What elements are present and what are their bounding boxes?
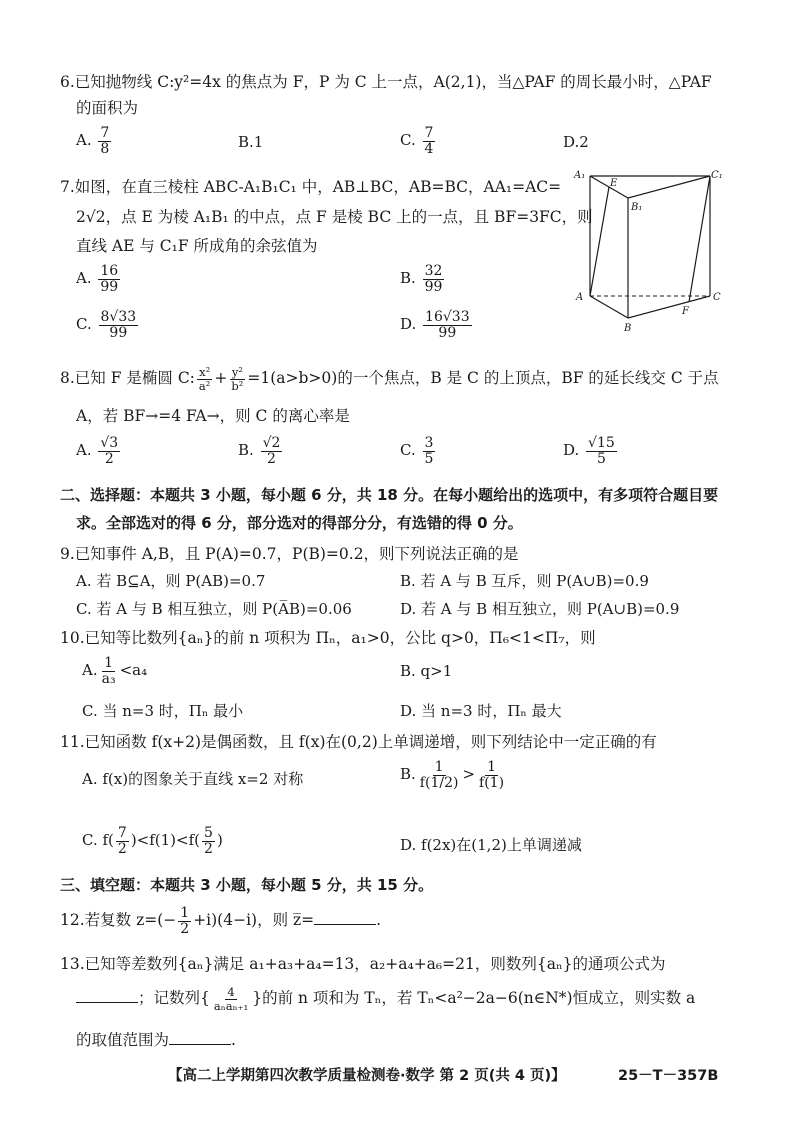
q10-stem: 10.已知等比数列{aₙ}的前 n 项积为 Πₙ，a₁>0，公比 q>0，Π₆<1<Π₇，则 (60, 629, 596, 647)
q6-stem-line2: 的面积为 (76, 99, 139, 117)
label-b1: B₁ (631, 202, 643, 213)
page-footer-code: 25－T－357B (618, 1068, 719, 1084)
q13-stem-line1: 13.已知等差数列{aₙ}满足 a₁+a₃+a₄=13，a₂+a₄+a₆=21，则数列{aₙ}的通项公式为 (60, 955, 666, 973)
label-e: E (610, 178, 618, 189)
edge-ab (590, 296, 628, 318)
q11-option-b[interactable]: B. $\frac{1}{f(1/2)}$ > $\frac{1}{f(1)}$ (400, 759, 505, 791)
q8-stem-line2: A，若 BF→=4 FA→，则 C 的离心率是 (76, 407, 350, 425)
q8-stem-line1: 8.已知 F 是椭圆 C: $\frac{\text{x²}}{\text{a²}}$ + $\frac{\text{y²}}{\text{b²}}$ =1(a>b>0)的一个焦点，B 是 C 的上顶点，BF 的延长线交 C 于点 (60, 365, 719, 393)
label-b: B (624, 323, 632, 334)
q11-option-c[interactable]: C. f( $\frac{7}{2}$ )<f(1)<f( $\frac{5}{2}$ ) (82, 825, 223, 857)
q9-option-c[interactable]: C. 若 A 与 B 相互独立，则 P(A̅B)=0.06 (76, 600, 352, 618)
q12-answer-blank[interactable] (314, 924, 376, 925)
q10-option-d[interactable]: D. 当 n=3 时，Πₙ 最大 (400, 702, 562, 720)
q11-option-d[interactable]: D. f(2x)在(1,2)上单调递减 (400, 836, 582, 854)
edge-b1c1 (628, 176, 710, 198)
q9-option-d[interactable]: D. 若 A 与 B 相互独立，则 P(A∪B)=0.9 (400, 600, 680, 618)
q10-option-b[interactable]: B. q>1 (400, 662, 453, 680)
q10-option-c[interactable]: C. 当 n=3 时，Πₙ 最小 (82, 702, 244, 720)
q6-option-d[interactable]: D.2 (563, 133, 589, 151)
q7-option-b[interactable]: B. $\frac{32}{99}$ (400, 263, 443, 295)
q6-stem-line1: 6.已知抛物线 C:y²=4x 的焦点为 F，P 为 C 上一点，A(2,1)，当△PAF 的周长最小时，△PAF (60, 73, 712, 91)
segment-c1f (689, 176, 710, 302)
q9-stem: 9.已知事件 A,B，且 P(A)=0.7，P(B)=0.2，则下列说法正确的是 (60, 545, 519, 563)
q7-stem-line2: 2√2，点 E 为棱 A₁B₁ 的中点，点 F 是棱 BC 上的一点，且 BF=3FC，则 (76, 208, 593, 226)
q9-option-a[interactable]: A. 若 B⊆A，则 P(AB)=0.7 (76, 572, 266, 590)
q7-stem-line1: 7.如图，在直三棱柱 ABC-A₁B₁C₁ 中，AB⊥BC，AB=BC，AA₁=AC= (60, 178, 562, 196)
q13-stem-line3: 的取值范围为 . (76, 1031, 236, 1049)
q9-option-b[interactable]: B. 若 A 与 B 互斥，则 P(A∪B)=0.9 (400, 572, 649, 590)
edge-bc (628, 296, 710, 318)
page-footer: 【高二上学期第四次教学质量检测卷·数学 第 2 页(共 4 页)】 (168, 1068, 566, 1084)
q7-option-a[interactable]: A. $\frac{16}{99}$ (76, 263, 119, 295)
q8-option-a[interactable]: A. $\frac{√3}{2}$ (76, 435, 119, 467)
q10-option-a[interactable]: A. $\frac{1}{\text{a₃}}$ <a₄ (82, 655, 148, 687)
section2-heading: 二、选择题：本题共 3 小题，每小题 6 分，共 18 分。在每小题给出的选项中，有多项符合题目要 (60, 486, 719, 504)
q13-stem-line2: ；记数列{ $\frac{4}{\text{aₙaₙ₊₁}}$ }的前 n 项和为 Tₙ，若 Tₙ<a²−2a−6(n∈N*)恒成立，则实数 a (76, 986, 695, 1012)
q7-stem-line3: 直线 AE 与 C₁F 所成角的余弦值为 (76, 237, 318, 255)
q6-option-b[interactable]: B.1 (238, 133, 264, 151)
q7-option-d[interactable]: D. $\frac{16√33}{99}$ (400, 309, 470, 341)
q13-answer-blank-1[interactable] (76, 1002, 138, 1003)
q8-option-d[interactable]: D. $\frac{√15}{5}$ (563, 435, 615, 467)
label-c: C (713, 292, 721, 303)
q6-option-a[interactable]: A. $\frac{7}{8}$ (76, 125, 110, 157)
prism-figure (570, 166, 730, 336)
label-f: F (682, 306, 689, 317)
q13-answer-blank-2[interactable] (169, 1044, 231, 1045)
q7-option-c[interactable]: C. $\frac{8√33}{99}$ (76, 309, 137, 341)
section3-heading: 三、填空题：本题共 3 小题，每小题 5 分，共 15 分。 (60, 876, 434, 894)
label-a: A (576, 292, 584, 303)
label-a1: A₁ (574, 170, 586, 181)
q11-stem: 11.已知函数 f(x+2)是偶函数，且 f(x)在(0,2)上单调递增，则下列结论中一定正确的有 (60, 733, 657, 751)
q8-option-c[interactable]: C. $\frac{3}{5}$ (400, 435, 434, 467)
q11-option-a[interactable]: A. f(x)的图象关于直线 x=2 对称 (82, 770, 304, 788)
segment-ae (590, 187, 609, 296)
section2-heading-line2: 求。全部选对的得 6 分，部分选对的得部分分，有选错的得 0 分。 (76, 514, 523, 532)
q8-option-b[interactable]: B. $\frac{√2}{2}$ (238, 435, 281, 467)
label-c1: C₁ (711, 170, 723, 181)
q6-option-c[interactable]: C. $\frac{7}{4}$ (400, 125, 434, 157)
q12-stem: 12.若复数 z=(− $\frac{1}{2}$ +i)(4−i)，则 z̅= . (60, 905, 382, 937)
